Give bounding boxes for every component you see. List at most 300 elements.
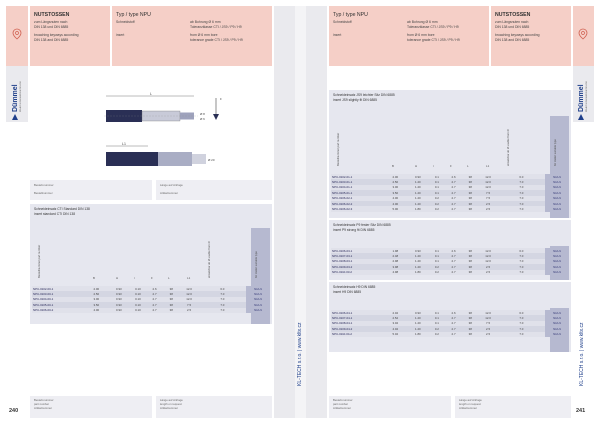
table-cell: 0.2: [429, 326, 446, 331]
table-cell: 0.93: [407, 248, 428, 253]
table-cell: 6.0: [498, 310, 546, 315]
insert-panel-h9: [329, 282, 571, 352]
table-cell: 12.0: [479, 179, 498, 184]
table-cell: 4.98: [383, 270, 407, 275]
table-cell: 0.2: [429, 270, 446, 275]
svg-text:Ø 20: Ø 20: [208, 158, 215, 162]
table-cell: 6.0: [199, 286, 247, 291]
table-cell: NHU1: [246, 291, 270, 296]
table-cell: 7.5: [479, 321, 498, 326]
panel-subtitle: insert JS9 slightly fit DIN 6885: [333, 97, 377, 102]
table-cell: 38: [163, 308, 180, 313]
table-cell: 0.93: [407, 174, 428, 179]
spec-label: insert: [333, 33, 342, 37]
table-cell: 7.0: [498, 259, 546, 264]
spec-value: ab Bohrung Ø 6 mm: [407, 20, 438, 24]
table-cell: 1.20: [407, 259, 428, 264]
table-cell: 3.00: [383, 185, 407, 190]
table-row: [32, 308, 270, 313]
part-number-cell: NPU-0108-03-1: [331, 259, 383, 264]
table-cell: 1.80: [407, 206, 428, 211]
table-cell: 2.7: [445, 264, 462, 269]
table-cell: 38: [163, 302, 180, 307]
column-header: B: [392, 164, 394, 168]
left-page: [6, 6, 295, 418]
table-cell: 7.0: [498, 190, 546, 195]
table-cell: 2.5: [479, 332, 498, 337]
page-number: 240: [9, 408, 19, 414]
spec-value: Toleranzklasse CTI / JS9 / P9 / H9: [190, 24, 242, 29]
table-cell: NHU1: [545, 190, 569, 195]
table-cell: 1.20: [407, 201, 428, 206]
table-cell: 38: [462, 201, 479, 206]
table-cell: 2.7: [146, 308, 163, 313]
part-number-cell: NPU-0110-04-2: [331, 332, 383, 337]
table-cell: 0.10: [130, 291, 147, 296]
column-header: L1: [187, 276, 191, 280]
table-cell: 2.6: [445, 310, 462, 315]
insert-panel-p9: [329, 220, 571, 280]
table-cell: 0.1: [429, 315, 446, 320]
subtitle-line: zum Längsnuten nach: [495, 20, 529, 24]
spec-value: from Ø 6 mm bore: [407, 33, 435, 37]
right-page: [306, 6, 594, 418]
right-edge-strip: [306, 6, 327, 418]
table-cell: 0.1: [429, 190, 446, 195]
table-cell: 1.20: [407, 315, 428, 320]
table-cell: 12.0: [180, 291, 199, 296]
table-cell: 2.5: [479, 206, 498, 211]
right-sidebar: [573, 6, 594, 418]
part-number-cell: NPU-0106-02-2: [331, 201, 383, 206]
table-cell: 7.5: [479, 196, 498, 201]
table-cell: 0.93: [108, 297, 129, 302]
svg-text:F: F: [220, 97, 222, 101]
part-number-cell: NPU-0106-02-1: [331, 196, 383, 201]
table-cell: 0.10: [130, 297, 147, 302]
column-header: L: [168, 276, 170, 280]
table-cell: NHU1: [545, 185, 569, 190]
table-cell: 3.98: [383, 264, 407, 269]
spec-label: insert: [116, 33, 125, 37]
table-cell: 1.98: [383, 248, 407, 253]
note-box-left: Bestell-nummer Bestellnummer: [30, 180, 152, 200]
left-logo-area: [6, 66, 28, 122]
table-cell: 7.0: [199, 291, 247, 296]
column-header: für Halter suitable type: [554, 139, 557, 166]
insert-panel-js9: [329, 90, 571, 218]
table-cell: 2.5: [479, 264, 498, 269]
table-cell: 38: [462, 174, 479, 179]
table-cell: NHU1: [545, 179, 569, 184]
table-cell: 38: [462, 259, 479, 264]
column-header: L1: [486, 164, 490, 168]
table-cell: 38: [462, 310, 479, 315]
left-header-title-block: [30, 6, 110, 66]
part-number-cell: NPU-0104-01-1: [331, 185, 383, 190]
part-number-cell: NPU-0109-03-2: [331, 264, 383, 269]
part-number-cell: NPU-0106-00-2: [32, 308, 84, 313]
table-cell: 38: [462, 206, 479, 211]
note-box-right: Länge auf Anfrage Artikelnummer: [156, 180, 272, 200]
table-cell: NHU1: [545, 259, 569, 264]
logo-tagline: PRÄZISIONSWERKZEUGE: [20, 80, 22, 112]
section-title: NUTSTOSSEN: [495, 12, 531, 18]
table-cell: 12.0: [479, 253, 498, 258]
table-cell: 38: [462, 196, 479, 201]
table-cell: 0.1: [429, 259, 446, 264]
table-cell: 12.0: [479, 174, 498, 179]
table-cell: 4.00: [383, 201, 407, 206]
table-cell: 2.00: [84, 286, 108, 291]
part-number-cell: NPU-0105-00-1: [32, 302, 84, 307]
column-header: einsetzbar ab Ø usable from Ø: [208, 241, 211, 278]
table-cell: NHU1: [246, 308, 270, 313]
panel-subtitle: insert H9 DIN 6885: [333, 289, 362, 294]
column-header: r: [134, 276, 135, 280]
tool-side-view-icon: [213, 97, 222, 120]
table-cell: 0.1: [429, 174, 446, 179]
spec-value: ab Bohrung Ø 6 mm: [190, 20, 221, 24]
spec-value: tolerance grade CTI / JS9 / P9 / H9: [407, 37, 460, 42]
table-cell: 6.0: [498, 248, 546, 253]
table-cell: NHU1: [545, 270, 569, 275]
table-cell: 2.7: [445, 332, 462, 337]
table-cell: 3.02: [383, 321, 407, 326]
table-cell: 12.0: [479, 259, 498, 264]
subtitle-line: DIN 138 und DIN 6885: [495, 24, 530, 29]
panel-title: Schneideinsatz JS9 leichter Sitz DIN 6885: [333, 93, 395, 97]
svg-text:Ø 6: Ø 6: [200, 117, 205, 121]
location-pin-icon: [578, 28, 588, 40]
type-title: Typ / type NPU: [116, 12, 151, 18]
table-cell: NHU1: [545, 196, 569, 201]
footer-box-right: Länge auf Anfrage length on request Artikelnummer: [455, 396, 571, 418]
panel-title: Schneideinsatz H9 DIN 6885: [333, 285, 376, 289]
table-cell: 12.0: [479, 315, 498, 320]
right-header-spec-block: [329, 6, 489, 66]
left-header-spec-block: [112, 6, 272, 66]
table-cell: 5.00: [383, 206, 407, 211]
column-header: F: [151, 276, 153, 280]
table-cell: 7.0: [498, 315, 546, 320]
tool-drawing: [66, 92, 236, 177]
table-cell: 3.50: [84, 302, 108, 307]
table-cell: 2.7: [146, 297, 163, 302]
table-cell: NHU1: [246, 286, 270, 291]
table-cell: 2.7: [445, 201, 462, 206]
table-cell: 2.7: [445, 190, 462, 195]
table-row: [331, 332, 569, 337]
table-cell: 2.7: [445, 321, 462, 326]
page-number: 241: [576, 408, 586, 414]
part-number-cell: NPU-0102-01-1: [331, 174, 383, 179]
table-cell: 2.02: [383, 310, 407, 315]
subtitle-line: zum Längsnuten nach: [34, 20, 68, 24]
right-logo-area: [573, 66, 594, 122]
table-cell: 0.2: [429, 206, 446, 211]
table-cell: 38: [462, 179, 479, 184]
table-cell: 7.0: [498, 196, 546, 201]
table-cell: 1.20: [407, 190, 428, 195]
subtitle-line: DIN 138 and DIN 6885: [495, 37, 530, 42]
insert-table-h9: [331, 310, 569, 337]
table-cell: 12.0: [180, 297, 199, 302]
table-cell: 7.0: [498, 326, 546, 331]
subtitle-line: broaching keyways according: [34, 33, 79, 37]
table-cell: NHU1: [545, 264, 569, 269]
table-cell: 3.50: [383, 190, 407, 195]
table-cell: 38: [462, 332, 479, 337]
logo-mark-icon: [12, 114, 18, 120]
table-cell: 7.0: [498, 321, 546, 326]
table-row: [331, 270, 569, 275]
table-cell: 2.98: [383, 259, 407, 264]
insert-table-js9: [331, 174, 569, 212]
table-cell: 2.6: [445, 248, 462, 253]
table-cell: 2.5: [479, 270, 498, 275]
table-cell: 2.7: [445, 185, 462, 190]
table-cell: 38: [462, 190, 479, 195]
table-cell: 38: [163, 291, 180, 296]
panel-title: Schneideinsatz CTI Standard DIN 138: [34, 207, 90, 211]
table-cell: NHU1: [545, 201, 569, 206]
table-cell: 2.7: [445, 179, 462, 184]
column-header: Bestellnummer part number: [337, 132, 340, 166]
column-header: einsetzbar ab Ø usable from Ø: [507, 129, 510, 166]
table-cell: 0.93: [407, 310, 428, 315]
column-header: B: [93, 276, 95, 280]
right-sidebar-header: [573, 6, 594, 66]
site-credit: KL-TECH s.r.o. | www.kltx.cz: [297, 322, 303, 386]
table-cell: 2.7: [146, 291, 163, 296]
logo-mark-icon: [578, 114, 584, 120]
left-sidebar: [6, 6, 28, 418]
table-cell: 7.0: [498, 185, 546, 190]
table-cell: 0.10: [130, 286, 147, 291]
spec-label: Schneidstoff: [116, 20, 135, 24]
part-number-cell: NPU-0106-02-3: [331, 206, 383, 211]
panel-title: Schneideinsatz P9 fester Sitz DIN 6885: [333, 223, 391, 227]
left-sidebar-header: [6, 6, 28, 66]
column-header: F: [450, 164, 452, 168]
gutter: [295, 6, 306, 418]
spec-label: Schneidstoff: [333, 20, 352, 24]
table-cell: 7.0: [199, 302, 247, 307]
table-cell: 1.20: [407, 253, 428, 258]
panel-subtitle: insert standard CTI DIN 138: [34, 211, 76, 216]
table-row: [331, 206, 569, 211]
table-cell: 6.0: [498, 174, 546, 179]
table-cell: 0.1: [429, 321, 446, 326]
table-cell: 4.02: [383, 326, 407, 331]
insert-panel-cti: [30, 204, 272, 324]
table-cell: NHU1: [545, 321, 569, 326]
table-cell: 5.02: [383, 332, 407, 337]
table-cell: 38: [462, 270, 479, 275]
table-cell: 12.0: [479, 310, 498, 315]
footer-box-left: Bestell-nummer part number Artikelnummer: [329, 396, 451, 418]
part-number-cell: NPU-0104-00-1: [32, 297, 84, 302]
part-number-cell: NPU-0102-00-1: [32, 286, 84, 291]
table-cell: NHU1: [545, 206, 569, 211]
table-cell: 2.7: [445, 315, 462, 320]
table-cell: 38: [163, 297, 180, 302]
type-title: Typ / type NPU: [333, 12, 368, 18]
part-number-cell: NPU-0107-04-1: [331, 315, 383, 320]
table-cell: NHU1: [545, 332, 569, 337]
table-cell: 0.2: [429, 201, 446, 206]
table-cell: 1.20: [407, 326, 428, 331]
part-number-cell: NPU-0108-04-1: [331, 321, 383, 326]
table-cell: NHU1: [545, 315, 569, 320]
table-cell: 0.1: [429, 185, 446, 190]
table-cell: 2.50: [383, 179, 407, 184]
table-cell: 7.5: [479, 190, 498, 195]
table-cell: NHU1: [545, 326, 569, 331]
table-cell: 4.00: [383, 196, 407, 201]
table-cell: 0.10: [130, 302, 147, 307]
table-cell: NHU1: [545, 174, 569, 179]
table-cell: NHU1: [545, 253, 569, 258]
table-cell: 2.5: [180, 308, 199, 313]
subtitle-line: broaching keyways according: [495, 33, 540, 37]
table-cell: 0.2: [429, 332, 446, 337]
spec-value: tolerance grade CTI / JS9 / P9 / H9: [190, 37, 243, 42]
table-cell: 1.80: [407, 332, 428, 337]
table-cell: 0.1: [429, 253, 446, 258]
column-header: H: [415, 164, 418, 168]
table-cell: 0.1: [429, 310, 446, 315]
footer-box-right: Länge auf Anfrage length on request Artikelnummer: [156, 396, 272, 418]
table-cell: 2.7: [445, 253, 462, 258]
table-cell: 2.7: [445, 206, 462, 211]
part-number-cell: NPU-0107-03-1: [331, 253, 383, 258]
dim-label-l: L: [150, 92, 152, 96]
insert-table-cti: [32, 286, 270, 313]
table-cell: 7.0: [498, 201, 546, 206]
logo-word: Dümmel: [12, 84, 19, 112]
column-header: H: [116, 276, 119, 280]
table-cell: NHU1: [246, 302, 270, 307]
logo-word: Dümmel: [578, 84, 585, 112]
table-cell: 0.93: [108, 286, 129, 291]
column-header: r: [433, 164, 434, 168]
left-edge-strip: [274, 6, 295, 418]
table-cell: 2.6: [146, 286, 163, 291]
panel-subtitle: insert P9 strong fit DIN 6885: [333, 227, 375, 232]
table-cell: 1.20: [407, 179, 428, 184]
table-cell: 2.5: [479, 326, 498, 331]
table-cell: 12.0: [180, 286, 199, 291]
section-title: NUTSTOSSEN: [34, 12, 70, 18]
table-cell: 1.20: [407, 321, 428, 326]
table-cell: 7.0: [498, 206, 546, 211]
table-cell: 38: [462, 253, 479, 258]
subtitle-line: DIN 138 and DIN 6885: [34, 37, 69, 42]
part-number-cell: NPU-0103-00-1: [32, 291, 84, 296]
column-header: Bestellnummer part number: [38, 244, 41, 278]
table-cell: 1.80: [407, 270, 428, 275]
table-cell: 2.48: [383, 253, 407, 258]
table-cell: 0.1: [429, 248, 446, 253]
right-header-title-block: [491, 6, 571, 66]
table-cell: 1.20: [407, 196, 428, 201]
part-number-cell: NPU-0106-03-1: [331, 248, 383, 253]
site-credit: KL-TECH s.r.o. | www.kltx.cz: [579, 322, 585, 386]
table-cell: 2.7: [445, 326, 462, 331]
column-header: für Halter suitable type: [255, 251, 258, 278]
table-cell: 7.0: [498, 253, 546, 258]
table-cell: 2.7: [445, 259, 462, 264]
table-cell: 2.5: [479, 201, 498, 206]
table-cell: 0.93: [108, 308, 129, 313]
table-cell: 38: [462, 326, 479, 331]
table-cell: 38: [462, 321, 479, 326]
table-cell: NHU1: [545, 248, 569, 253]
table-cell: 7.0: [199, 297, 247, 302]
table-cell: NHU1: [246, 297, 270, 302]
table-cell: 38: [462, 264, 479, 269]
table-cell: 2.7: [146, 302, 163, 307]
table-cell: 12.0: [479, 248, 498, 253]
part-number-cell: NPU-0109-04-2: [331, 326, 383, 331]
table-cell: 2.52: [383, 315, 407, 320]
table-cell: 0.1: [429, 179, 446, 184]
table-cell: 7.0: [498, 270, 546, 275]
table-cell: 2.50: [84, 291, 108, 296]
table-cell: 38: [462, 248, 479, 253]
subtitle-line: DIN 138 und DIN 6885: [34, 24, 69, 29]
table-cell: 2.7: [445, 196, 462, 201]
table-cell: 0.93: [108, 302, 129, 307]
svg-text:L1: L1: [122, 142, 126, 146]
table-cell: 2.00: [383, 174, 407, 179]
table-cell: 4.00: [84, 308, 108, 313]
table-cell: 2.6: [445, 174, 462, 179]
spec-value: Toleranzklasse CTI / JS9 / P9 / H9: [407, 24, 459, 29]
table-cell: 7.5: [180, 302, 199, 307]
table-cell: 7.0: [498, 179, 546, 184]
part-number-cell: NPU-0103-01-1: [331, 179, 383, 184]
spec-value: from Ø 6 mm bore: [190, 33, 218, 37]
insert-table-p9: [331, 248, 569, 275]
svg-text:Ø 8: Ø 8: [200, 112, 205, 116]
logo-tagline: PRÄZISIONSWERKZEUGE: [586, 80, 588, 112]
table-cell: NHU1: [545, 310, 569, 315]
table-cell: 0.93: [108, 291, 129, 296]
table-cell: 38: [462, 315, 479, 320]
table-cell: 38: [462, 185, 479, 190]
table-cell: 7.0: [498, 332, 546, 337]
table-cell: 1.20: [407, 185, 428, 190]
table-cell: 3.00: [84, 297, 108, 302]
table-cell: 38: [163, 286, 180, 291]
table-cell: 12.0: [479, 185, 498, 190]
part-number-cell: NPU-0106-04-1: [331, 310, 383, 315]
table-cell: 7.0: [199, 308, 247, 313]
part-number-cell: NPU-0110-03-2: [331, 270, 383, 275]
table-cell: 0.2: [429, 264, 446, 269]
table-cell: 1.20: [407, 264, 428, 269]
table-cell: 2.7: [445, 270, 462, 275]
table-cell: 7.0: [498, 264, 546, 269]
table-cell: 0.2: [429, 196, 446, 201]
part-number-cell: NPU-0105-01-1: [331, 190, 383, 195]
location-pin-icon: [12, 28, 22, 40]
table-cell: 0.10: [130, 308, 147, 313]
footer-box-left: Bestell-nummer part number Artikelnummer: [30, 396, 152, 418]
